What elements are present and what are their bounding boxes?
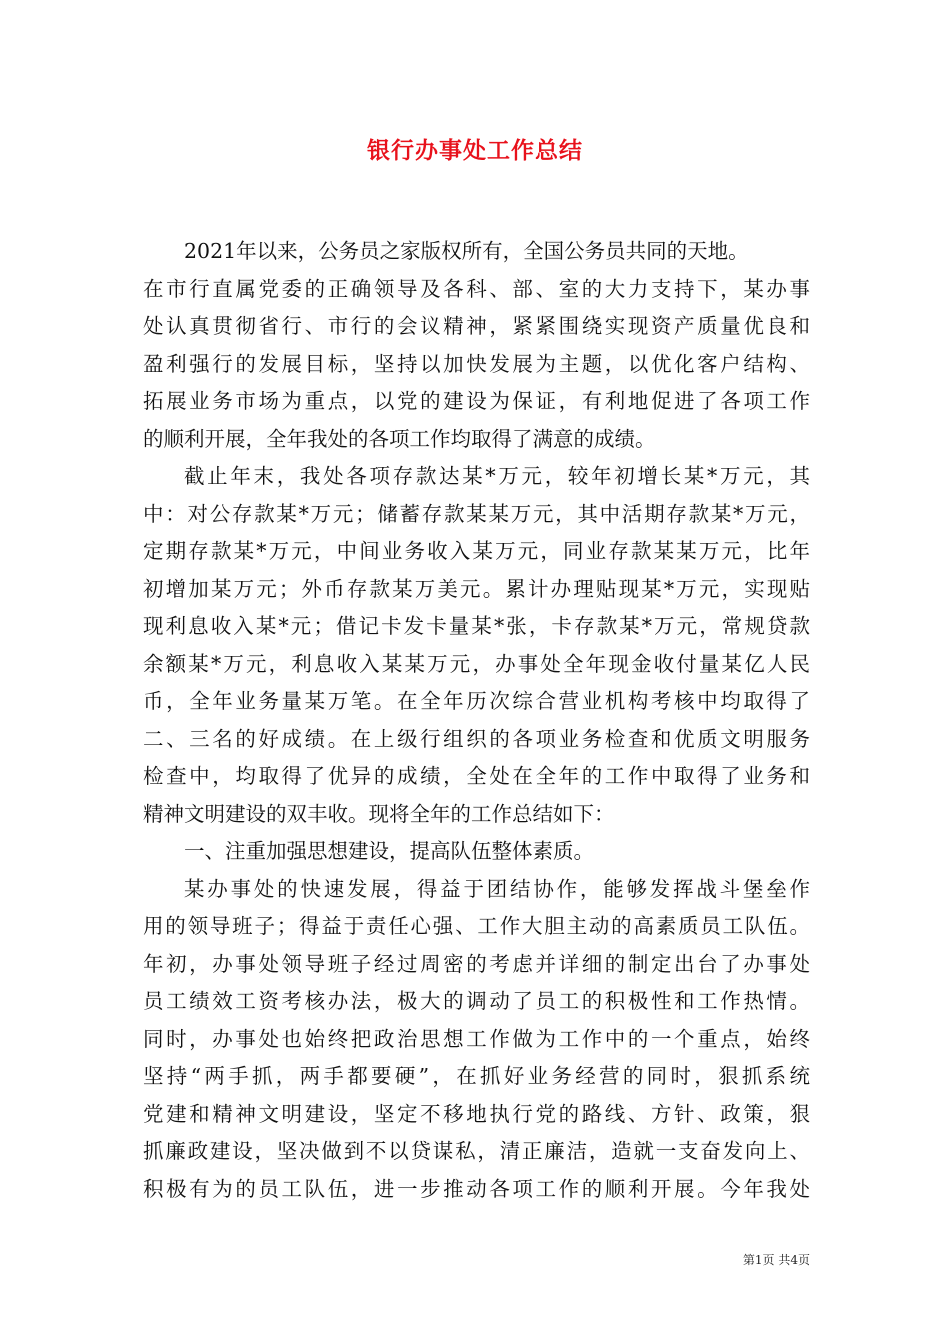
page-number: 第1页 共4页 — [742, 1253, 810, 1267]
text-line: 在市行直属党委的正确领导及各科、部、室的大力支持下，某办事 — [143, 276, 810, 301]
text-line: 二、三名的好成绩。在上级行组织的各项业务检查和优质文明服务 — [143, 726, 810, 751]
section-heading: 一、注重加强思想建设，提高队伍整体素质。 — [184, 839, 594, 863]
text-line: 积极有为的员工队伍，进一步推动各项工作的顺利开展。今年我处 — [143, 1176, 810, 1201]
text-line: 抓廉政建设，坚决做到不以贷谋私，清正廉洁，造就一支奋发向上、 — [143, 1139, 810, 1163]
text-line: 截止年末，我处各项存款达某*万元，较年初增长某*万元，其 — [184, 464, 810, 488]
text-line: 某办事处的快速发展，得益于团结协作，能够发挥战斗堡垒作 — [184, 876, 810, 901]
text-line: 检查中，均取得了优异的成绩，全处在全年的工作中取得了业务和 — [143, 764, 810, 788]
text-line: 现利息收入某*元；借记卡发卡量某*张，卡存款某*万元，常规贷款 — [143, 614, 810, 638]
text-line: 年初，办事处领导班子经过周密的考虑并详细的制定出台了办事处 — [143, 951, 810, 976]
text-line: 定期存款某*万元，中间业务收入某万元，同业存款某某万元，比年 — [143, 539, 810, 563]
document-title: 银行办事处工作总结 — [367, 137, 583, 164]
text-line: 精神文明建设的双丰收。现将全年的工作总结如下： — [143, 801, 615, 826]
text-line: 初增加某万元；外币存款某万美元。累计办理贴现某*万元，实现贴 — [143, 576, 810, 601]
text-line: 币，全年业务量某万笔。在全年历次综合营业机构考核中均取得了 — [143, 689, 810, 713]
text-line: 员工绩效工资考核办法，极大的调动了员工的积极性和工作热情。 — [143, 989, 810, 1013]
text-line: 用的领导班子；得益于责任心强、工作大胆主动的高素质员工队伍。 — [143, 914, 810, 938]
text-line: 盈利强行的发展目标，坚持以加快发展为主题，以优化客户结构、 — [143, 351, 810, 376]
text-line: 余额某*万元，利息收入某某万元，办事处全年现金收付量某亿人民 — [143, 651, 810, 676]
text-line: 处认真贯彻省行、市行的会议精神，紧紧围绕实现资产质量优良和 — [143, 314, 810, 338]
text-line: 同时，办事处也始终把政治思想工作做为工作中的一个重点，始终 — [143, 1026, 810, 1051]
text-line: 坚持“两手抓，两手都要硬”，在抓好业务经营的同时，狠抓系统 — [143, 1064, 810, 1088]
document-body — [143, 233, 810, 1208]
text-line: 中：对公存款某*万元；储蓄存款某某万元，其中活期存款某*万元， — [143, 501, 810, 526]
text-line: 的顺利开展，全年我处的各项工作均取得了满意的成绩。 — [143, 426, 656, 451]
text-line: 2021年以来，公务员之家版权所有，全国公务员共同的天地。 — [184, 239, 749, 263]
text-line: 党建和精神文明建设，坚定不移地执行党的路线、方针、政策，狠 — [143, 1101, 810, 1126]
text-line: 拓展业务市场为重点，以党的建设为保证，有利地促进了各项工作 — [143, 389, 810, 413]
